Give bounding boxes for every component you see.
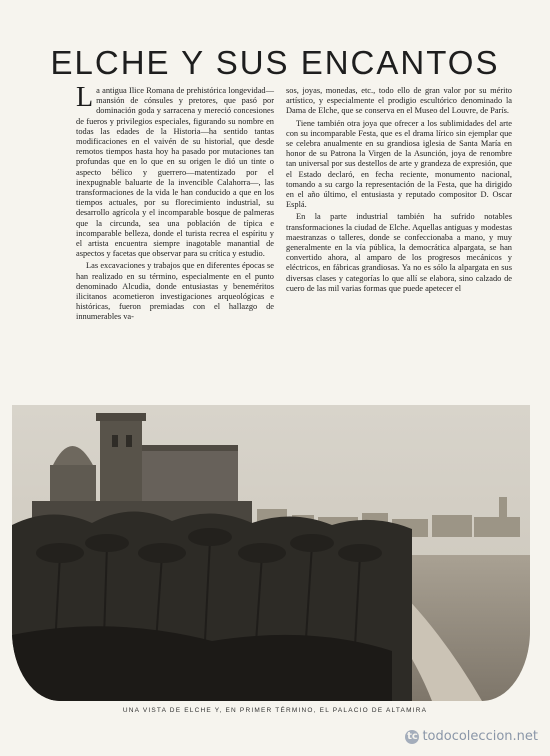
left-column: [76, 82, 274, 325]
paragraph-text: a antigua Ilice Romana de prehistórica longevidad—mansión de cónsules y pretores, que pasó por dominación goda y sarracena y mereció concesiones de fueros y privilegios especiales, figurando su nombre en todas las edades de la Historia—ha sentido tantas modificaciones en el vaivén de su historial, que desde remotos tiempos hasta hoy ha pasado por mutaciones tan profundas que en lo que en su origen le dió un tinte o aspecto bélico y guerrero—matentizado por el inexpugnable baluarte de la invencible Calahorra—, las transformaciones de la vida le han conducido a que en los tiempos actuales, por su florecimiento industrial, su desarrollo agrícola y el incomparable bosque de palmeras que la circunda, sea una población de típica e incomparable belleza, donde el turista recrea el espíritu y el artista encuentra siempre inagotable manantial de aspectos y facetas que observar para su crítica y estudio.: [76, 86, 274, 259]
paragraph: [76, 82, 274, 259]
photo-caption: UNA VISTA DE ELCHE Y, EN PRIMER TÉRMINO, EL PALACIO DE ALTAMIRA: [122, 707, 428, 714]
site-watermark: [405, 729, 538, 744]
right-column: [286, 86, 512, 296]
article-title: ELCHE Y SUS ENCANTOS: [50, 44, 500, 81]
paragraph: Tiene también otra joya que ofrecer a los sublimidades del arte con su incomparable Festa, que es el drama lírico sin ejemplar que se celebra anualmente en su grandiosa iglesia de Santa María en honor de su Patrona la Virgen de la Asunción, joya de renombre tan universal por sus destellos de arte y grandeza de expresión, que el Estado declaró, en fecha reciente, monumento nacional, tomando a su cargo la representación de la Festa, que ha dirigido en el año último, el entusiasta y reputado compositor D. Oscar Esplá.: [286, 118, 512, 210]
photo-illustration: [12, 405, 530, 701]
paragraph: Las excavaciones y trabajos que en diferentes épocas se han realizado en su término, especialmente en el punto denominado Alcudia, donde entusiastas y beneméritos ilicitanos acometieron investigaciones arqueológicas e históricas, fueron premiadas con el hallazgo de innumerables va-: [76, 261, 274, 322]
paragraph: sos, joyas, monedas, etc., todo ello de gran valor por su mérito artístico, y especialmente el prodigio escultórico denominado la Dama de Elche, que se conserva en el Museo del Louvre, de París.: [286, 86, 512, 116]
watermark-text: todocoleccion.net: [422, 729, 538, 744]
elche-photo: [12, 405, 530, 701]
dropcap: L: [76, 82, 94, 113]
paragraph: En la parte industrial también ha sufrido notables transformaciones la ciudad de Elche. Aquellas antiguas y modestas maestranzas o talleres, donde se confeccionaba a mano, y muy generalmente en la vía pública, la democrática alpargata, se han convertido ahora, al amparo de los progresos mecánicos y eléctricos, en fábricas grandiosas. Ya no es sólo la alpargata en sus diversas clases y categorías lo que allí se elabora, sino calzado de cuero de las mil varias formas que puede apetecer el: [286, 212, 512, 293]
watermark-logo-icon: tc: [407, 730, 418, 742]
